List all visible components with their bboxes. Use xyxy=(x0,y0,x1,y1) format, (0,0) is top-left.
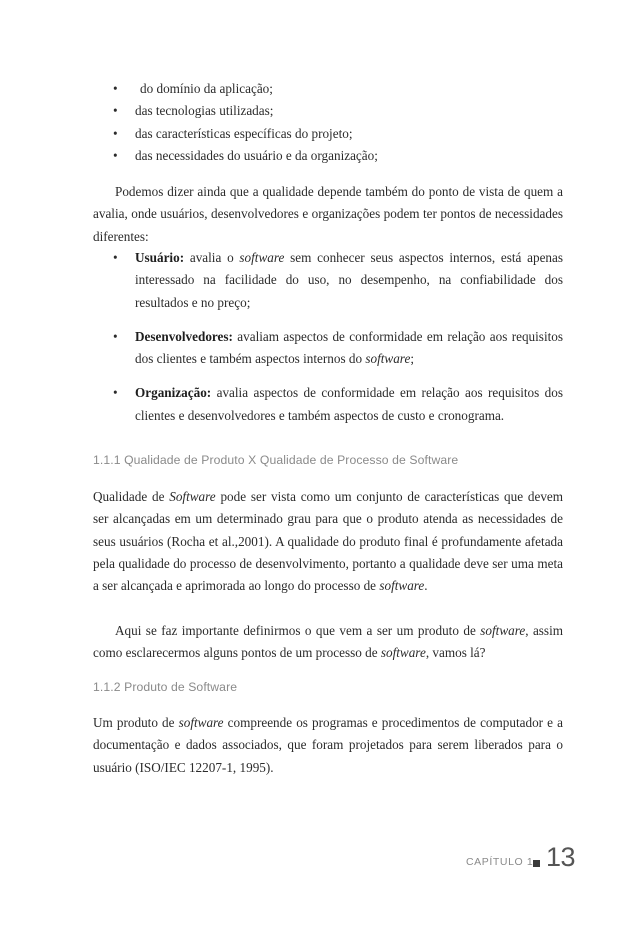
list-item: • Desenvolvedores: avaliam aspectos de conformidade em relação aos requisitos dos clientes e também aspectos internos do software; xyxy=(113,328,563,367)
quality-factors-list xyxy=(93,78,563,167)
stakeholder-label: Desenvolvedores: xyxy=(135,328,233,344)
chapter-label: CAPÍTULO 1 xyxy=(466,856,534,868)
paragraph: Aqui se faz importante definirmos o que vem a ser um produto de software, assim como esclarecermos alguns pontos de um processo de software, vamos lá? xyxy=(93,623,563,661)
section-heading: 1.1.1 Qualidade de Produto X Qualidade de Processo de Software xyxy=(93,453,459,467)
footer-square-icon xyxy=(533,860,540,867)
stakeholder-list xyxy=(93,247,563,427)
paragraph: Qualidade de Software pode ser vista como um conjunto de características que devem ser alcançadas em um determinado grau para que o produto atenda as necessidades de seus usuários (Rocha et al.,2001). A qualidade do produto final é profundamente afetada pela qualidade do processo de desenvolvimento, portanto a qualidade deve ser uma meta a ser alcançada e aprimorada ao longo do processo de software. xyxy=(93,489,564,594)
list-item: • das características específicas do projeto; xyxy=(113,125,353,141)
intro-paragraph: Podemos dizer ainda que a qualidade depende também do ponto de vista de quem a avalia, onde usuários, desenvolvedores e organizações podem ter pontos de necessidades diferentes: xyxy=(93,184,563,244)
paragraph: Um produto de software compreende os programas e procedimentos de computador e a documentação e dados associados, que foram projetados para serem liberados para o usuário (ISO/IEC 12207-1, 1995). xyxy=(93,715,563,775)
stakeholder-label: Organização: xyxy=(135,385,212,401)
page-number: 13 xyxy=(546,842,576,872)
list-item: • das tecnologias utilizadas; xyxy=(113,103,274,119)
list-item: • das necessidades do usuário e da organização; xyxy=(113,147,378,163)
list-item: • Usuário: avalia o software sem conhecer seus aspectos internos, está apenas interessado na facilidade do uso, no desempenho, na confiabilidade dos resultados e no preço; xyxy=(113,250,563,310)
list-item: • Organização: avalia aspectos de conformidade em relação aos requisitos dos clientes e desenvolvedores e também aspectos de custo e cronograma. xyxy=(113,385,563,423)
stakeholder-label: Usuário: xyxy=(135,250,185,265)
list-item: • do domínio da aplicação; xyxy=(113,81,273,96)
section-heading: 1.1.2 Produto de Software xyxy=(93,680,238,694)
